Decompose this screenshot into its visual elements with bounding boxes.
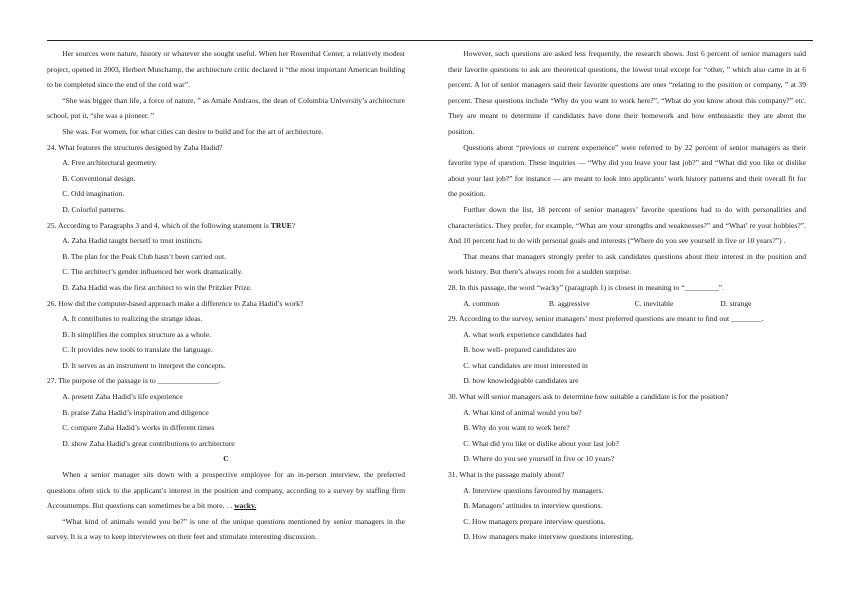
passage-paragraph: Her sources were nature, history or whatever she sought useful. When her Rosenthal Center, a relatively modest project, opened in 2003, Herbert Muschamp, the architecture critic declared it “the most important American building to be completed since the end of the cold war”. (47, 49, 405, 90)
option-row (448, 296, 806, 312)
option: B. Managers’ attitudes to interview questions. (463, 501, 603, 511)
option: D. Where do you see yourself in five or 10 years? (463, 454, 615, 464)
option: A. common (463, 298, 500, 308)
option: A. present Zaha Hadid’s life experience (62, 392, 183, 402)
question-27: 27. The purpose of the passage is to ________________. (47, 376, 221, 386)
passage-paragraph: However, such questions are asked less frequently, the research shows. Just 6 percent of senior managers said their favorite questions to ask are theoretical questions, the lowest total except for “other, ” which also came in at 6 percent. A lot of senior managers said their favorite questions are ones “relating to the position or company, ” at 39 percent. These questions include “Why do you want to work here?”, “What do you know about this company?” etc. They are meant to determine if candidates have done their homework and how enthusiastic they are about the position. (448, 49, 806, 136)
passage-paragraph: “She was bigger than life, a force of nature, ” as Amale Andraos, the dean of Columbia University’s architecture school, put it, “she was a pioneer. ” (47, 95, 405, 121)
question-25-end: ? (291, 220, 296, 230)
question-25-text: 25. According to Paragraphs 3 and 4, which of the following statement is (47, 220, 271, 230)
passage-paragraph: Further down the list, 18 percent of senior managers’ favorite questions had to do with personalities and characteristics. They prefer, for example, “What are your strengths and weaknesses?” and “What’ re your hobbies?”. And 10 percent had to do with personal goals and interests (“Where do you see yourself in five or 10 years?”) . (448, 204, 806, 246)
section-heading: C (223, 454, 229, 464)
option: C. Odd imagination. (62, 189, 125, 199)
option: A. Interview questions favoured by managers. (463, 485, 604, 495)
option: A. Zaha Hadid taught herself to trust instincts. (62, 236, 203, 246)
option: D. It serves as an instrument to interpret the concepts. (62, 360, 226, 370)
question-24: 24. What features the structures designed by Zaha Hadid? (47, 142, 223, 152)
option: B. aggressive (548, 298, 590, 308)
question-26: 26. How did the computer-based approach make a difference to Zaha Hadid’s work? (47, 298, 304, 308)
option: C. compare Zaha Hadid’s works in different times (62, 423, 215, 433)
option: B. Why do you want to work here? (463, 423, 570, 433)
option: C. inevitable (634, 298, 674, 308)
option: A. What kind of animal would you be? (463, 407, 582, 417)
option: B. The plan for the Peak Club hasn’t been carried out. (62, 251, 226, 261)
option: D. How managers make interview questions interesting. (463, 532, 634, 542)
underlined-word: wacky. (234, 501, 257, 511)
option: A. Free architectural geometry. (62, 158, 157, 168)
option: D. show Zaha Hadid’s great contributions to architecture (62, 438, 235, 448)
option: B. praise Zaha Hadid’s inspiration and diligence (62, 407, 209, 417)
passage-paragraph: That means that managers strongly prefer to ask candidates questions about their interest in the position and work history. But there’s always room for a sudden surprise. (448, 251, 806, 277)
left-column (47, 46, 405, 545)
passage-paragraph: Questions about “previous or current experience” were referred to by 22 percent of senior managers as their favorite type of question. These inquiries — “Why did you leave your last job?” and “What did you like or dislike about your last job?” for instance — are meant to look into applicants’ work history patterns and their overall fit for the position. (448, 142, 806, 199)
passage-paragraph: “What kind of animals would you be?” is one of the unique questions mentioned by senior managers in the survey. It is a way to keep interviewees on their feet and stimulate interesting discussion. (47, 516, 405, 542)
option: D. strange (720, 298, 752, 308)
option: B. Conventional design. (62, 173, 136, 183)
option: D. Zaha Hadid was the first architect to win the Pritzker Prize. (62, 282, 252, 292)
question-25-emphasis: TRUE (270, 220, 292, 230)
question-28: 28. In this passage, the word “wacky” (paragraph 1) is closest in meaning to “_________”. (448, 282, 725, 292)
question-31: 31. What is the passage mainly about? (448, 470, 565, 480)
option: C. It provides new tools to translate the language. (62, 345, 213, 355)
option: B. It simplifies the complex structure as a whole. (62, 329, 212, 339)
passage-paragraph (47, 467, 405, 514)
option: A. what work experience candidates had (463, 329, 587, 339)
option: C. what candidates are most interested in (463, 360, 588, 370)
option: C. What did you like or dislike about your last job? (463, 438, 619, 448)
question-30: 30. What will senior managers ask to determine how suitable a candidate is for the position? (448, 392, 729, 402)
option: C. The architect’s gender influenced her work dramatically. (62, 267, 243, 277)
question-29: 29. According to the survey, senior managers’ most preferred questions are meant to find out ________. (448, 314, 764, 324)
option: A. It contributes to realizing the strange ideas. (62, 314, 203, 324)
passage-text: When a senior manager sits down with a prospective employee for an in-person interview, the preferred questions often stick to the applicant’s interest in the position and company, according to a survey by staffing firm Accountemps. But questions can sometimes be a bit more. . . (47, 470, 405, 511)
question-25 (47, 218, 405, 234)
header-rule (47, 40, 813, 41)
option: B. how well- prepared candidates are (463, 345, 577, 355)
right-column (448, 46, 806, 545)
option: D. Colorful patterns. (62, 204, 126, 214)
passage-paragraph: She was. For women, for what cities can desire to build and for the art of architecture. (62, 126, 324, 136)
option: C. How managers prepare interview questions. (463, 516, 606, 526)
option: D. how knowledgeable candidates are (463, 376, 579, 386)
